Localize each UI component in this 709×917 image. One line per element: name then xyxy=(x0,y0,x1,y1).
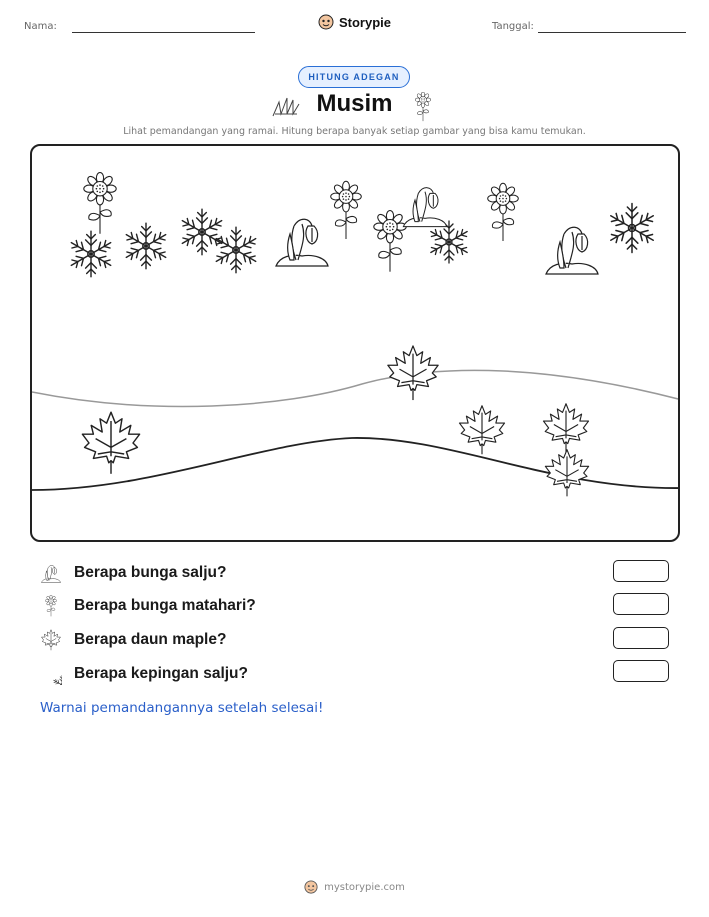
question-row xyxy=(40,628,226,652)
question-text: Berapa daun maple? xyxy=(74,631,227,648)
activity-badge: HITUNG ADEGAN xyxy=(298,66,410,88)
site-url[interactable]: mystorypie.com xyxy=(324,881,405,893)
page-title: Musim xyxy=(316,90,393,117)
date-line[interactable] xyxy=(538,32,686,33)
counting-scene xyxy=(30,144,680,542)
question-row xyxy=(40,594,256,618)
storypie-mascot-icon xyxy=(304,880,318,894)
question-text: Berapa kepingan salju? xyxy=(74,665,248,682)
question-row xyxy=(40,662,248,686)
answer-box[interactable] xyxy=(613,593,669,615)
name-label: Nama: xyxy=(24,21,57,32)
question-text: Berapa bunga salju? xyxy=(74,564,227,581)
brand-logo xyxy=(0,14,709,30)
question-row xyxy=(40,561,226,585)
name-line[interactable] xyxy=(72,32,255,33)
snowdrop-icon xyxy=(40,562,62,584)
date-label: Tanggal: xyxy=(492,21,534,32)
question-text: Berapa bunga matahari? xyxy=(74,597,256,614)
answer-box[interactable] xyxy=(613,560,669,582)
closing-note: Warnai pemandangannya setelah selesai! xyxy=(40,700,324,716)
instruction-text: Lihat pemandangan yang ramai. Hitung berapa banyak setiap gambar yang bisa kamu temukan. xyxy=(123,126,586,137)
brand-name: Storypie xyxy=(338,14,391,30)
storypie-mascot-icon xyxy=(318,14,334,30)
snowflake-icon xyxy=(40,663,62,685)
sunflower-doodle-icon xyxy=(413,92,433,122)
maple-leaf-icon xyxy=(40,629,62,651)
site-footer xyxy=(0,880,709,894)
answer-box[interactable] xyxy=(613,660,669,682)
scene-illustration xyxy=(32,146,680,542)
sunflower-icon xyxy=(40,595,62,617)
answer-box[interactable] xyxy=(613,627,669,649)
